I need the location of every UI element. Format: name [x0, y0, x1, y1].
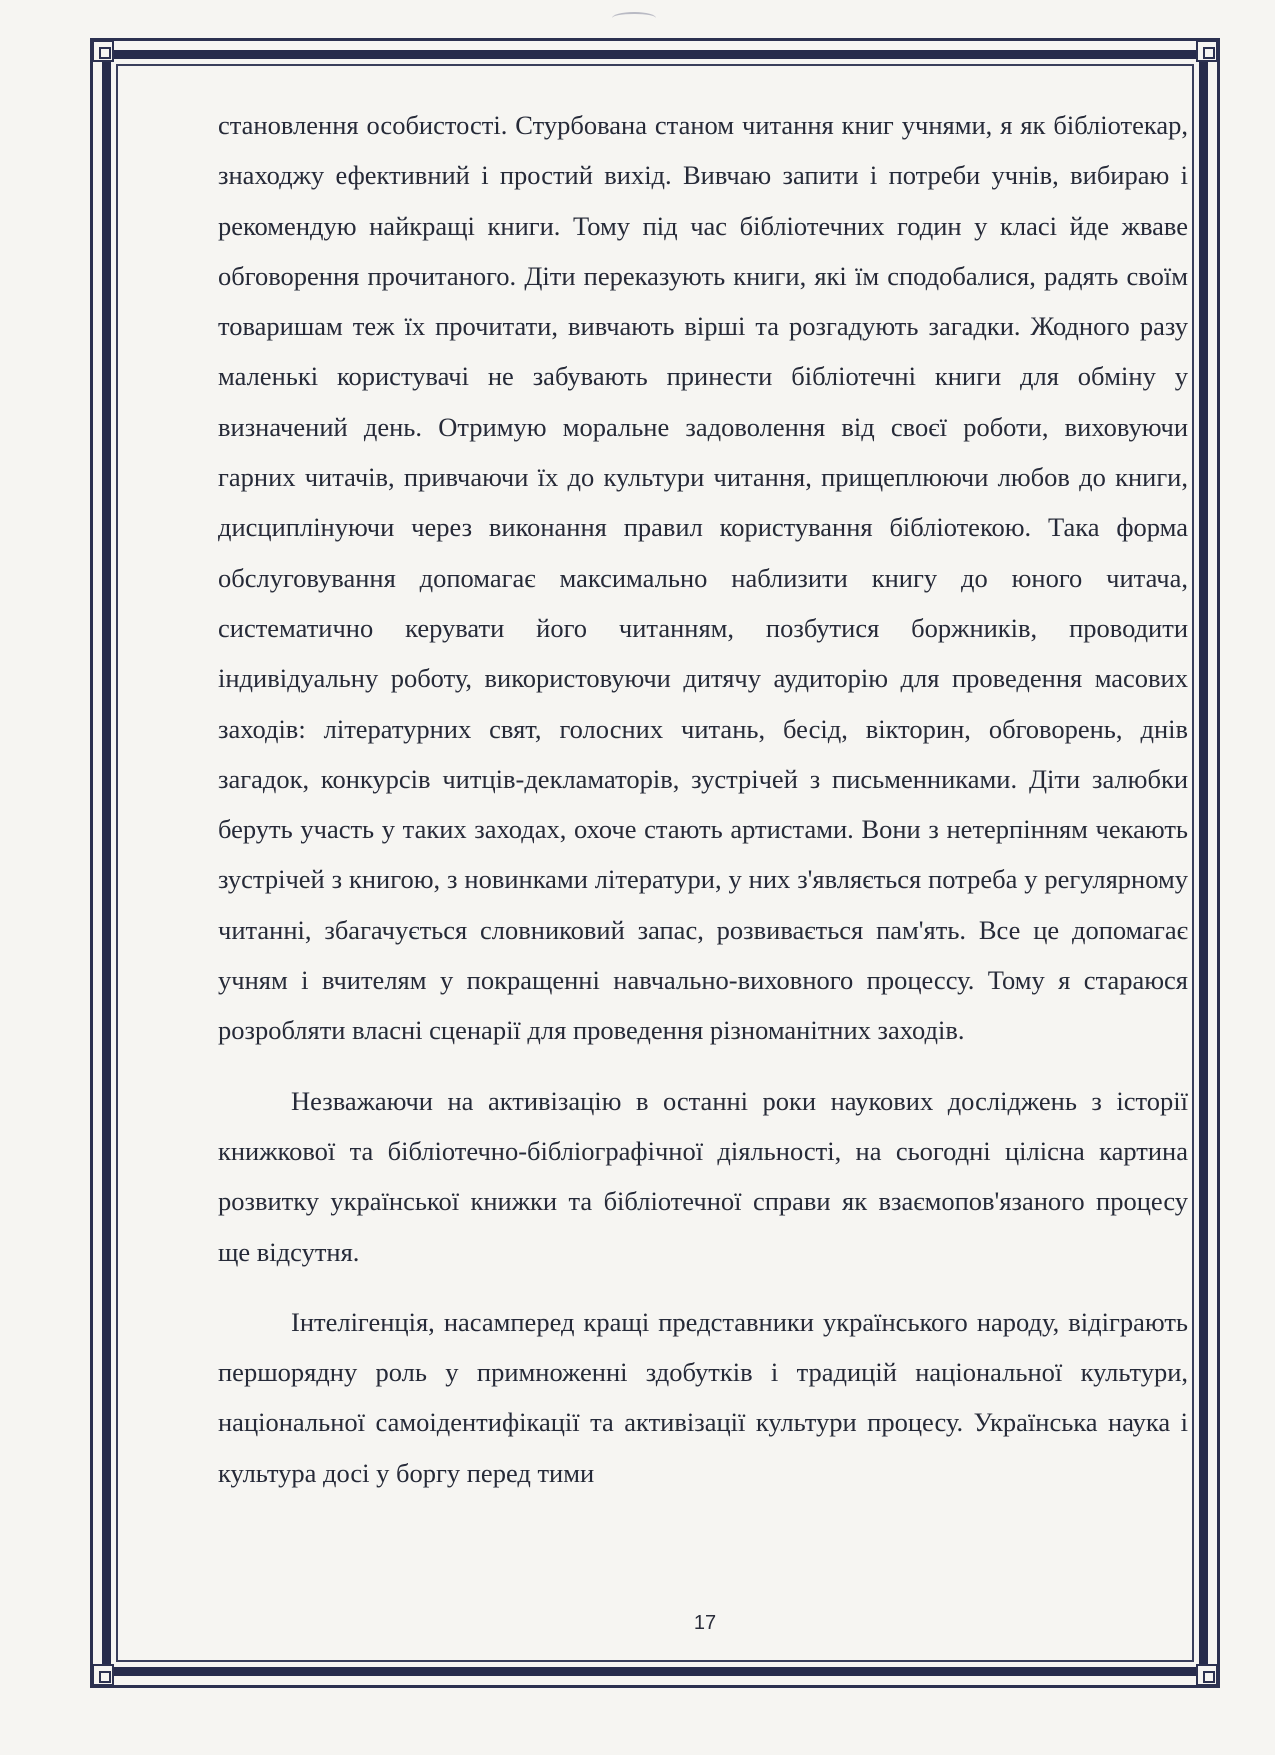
scan-artifact [612, 12, 656, 24]
border-corner-ornament [92, 1664, 114, 1686]
paragraph-continued: становлення особистості. Стурбована станом читання книг учнями, я як бібліотекар, знаходжу ефективний і простий вихід. Вивчаю запити і потреби учнів, вибираю і рекомендую найкращі книги. Тому під час бібліотечних годин у класі йде жваве обговорення прочитаного. Діти переказують книги, які їм сподобалися, радять своїм товаришам теж їх прочитати, вивчають вірші та розгадують загадки. Жодного разу маленькі користувачі не забувають принести бібліотечні книги для обміну у визначений день. Отримую моральне задоволення від своєї роботи, виховуючи гарних читачів, привчаючи їх до культури читання, прищеплюючи любов до книги, дисциплінуючи через виконання правил користування бібліотекою. Така форма обслуговування допомагає максимально наблизити книгу до юного читача, систематично керувати його читанням, позбутися боржників, проводити індивідуальну роботу, використовуючи дитячу аудиторію для проведення масових заходів: літературних свят, голосних читань, бесід, вікторин, обговорень, днів загадок, конкурсів читців-декламаторів, зустрічей з письменниками. Діти залюбки беруть участь у таких заходах, охоче стають артистами. Вони з нетерпінням чекають зустрічей з книгою, з новинками літератури, у них з'являється потреба у регулярному читанні, збагачується словниковий запас, розвивається пам'ять. Все це допомагає учням і вчителям у покращенні навчально-виховного процессу. Тому я стараюся розробляти власні сценарії для проведення різноманітних заходів. [218, 110, 1188, 1046]
page-number: 17 [693, 1612, 717, 1634]
page-body [218, 100, 1188, 1498]
paragraph: Інтелігенція, насамперед кращі представники українського народу, відіграють першорядну роль у примноженні здобутків і традицій національної культури, національної самоідентифікації та активізації культури процесу. Українська наука і культура досі у боргу перед тими [218, 1306, 1188, 1488]
border-corner-ornament [1196, 1664, 1218, 1686]
paragraph: Незважаючи на активізацію в останні роки наукових досліджень з історії книжкової та бібліотечно-бібліографічної діяльності, на сьогодні цілісна картина розвитку української книжки та бібліотечної справи як взаємопов'язаного процесу ще відсутня. [218, 1085, 1188, 1267]
border-corner-ornament [92, 40, 114, 62]
border-corner-ornament [1196, 40, 1218, 62]
